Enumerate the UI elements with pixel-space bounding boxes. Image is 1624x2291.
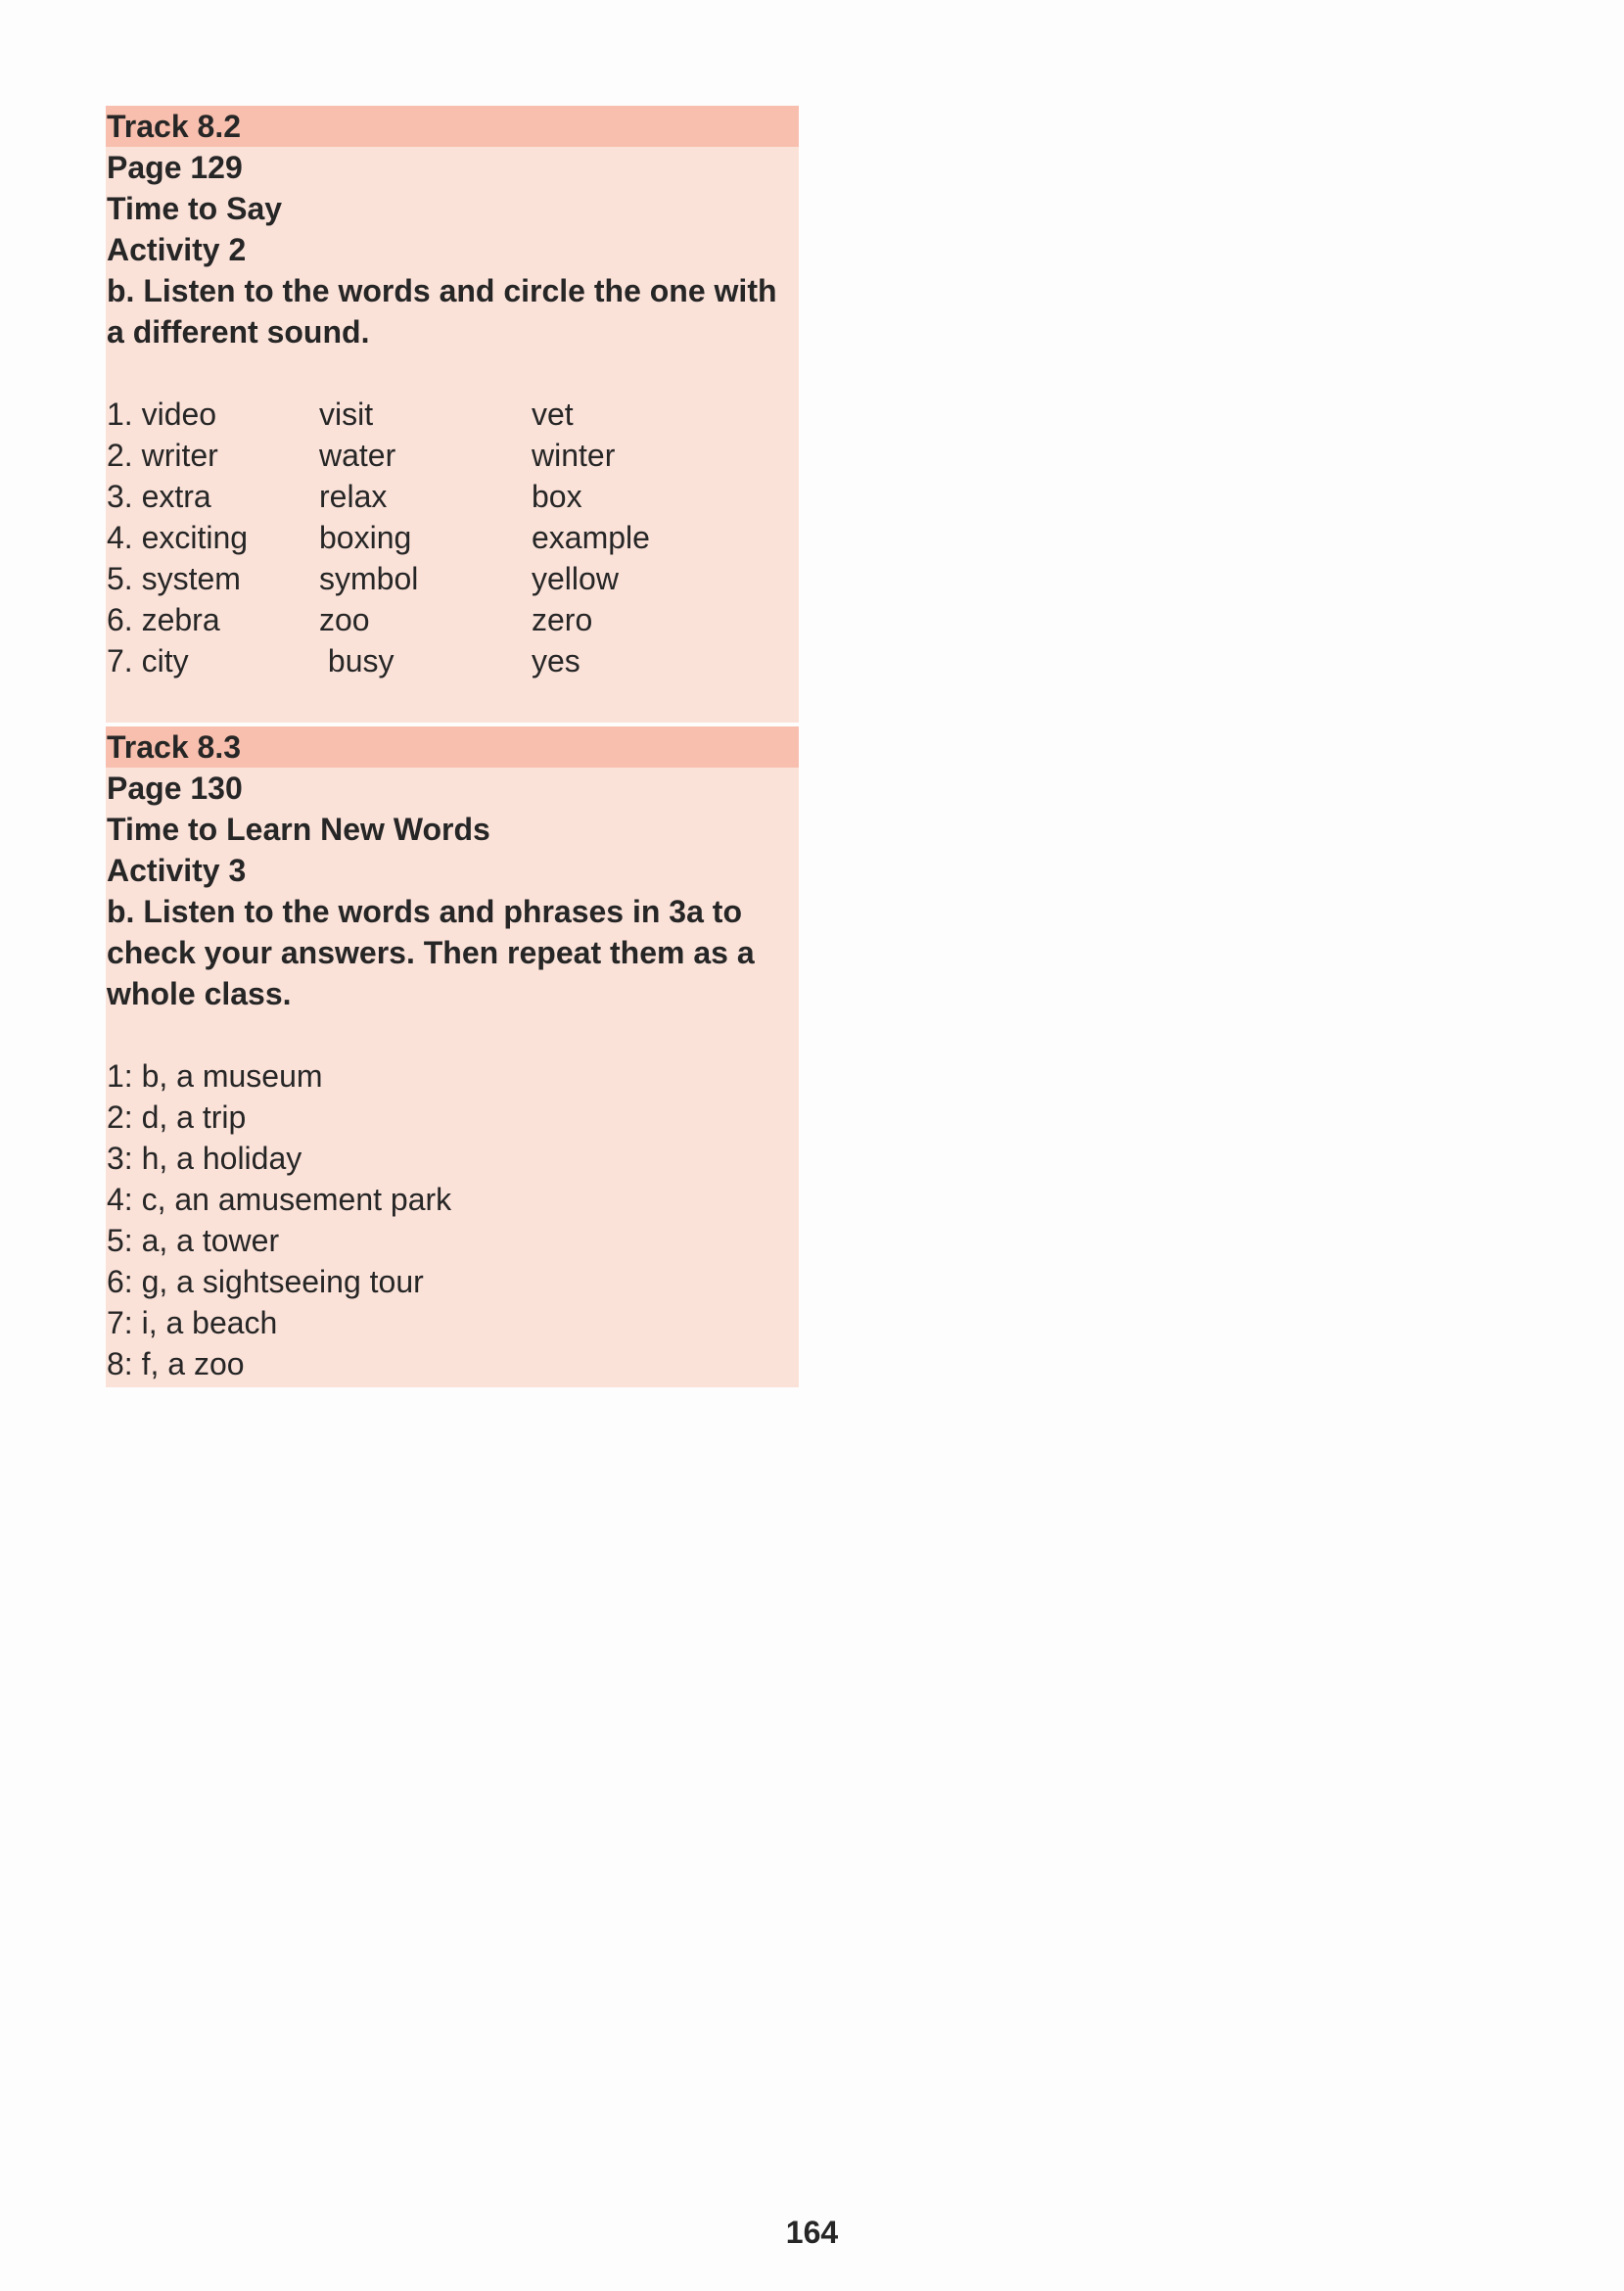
word-row (106, 640, 799, 681)
instruction-text: b. Listen to the words and phrases in 3a to check your answers. Then repeat them as a whole class. (107, 894, 755, 1011)
word-row (106, 558, 799, 599)
track-heading: Track 8.2 (106, 106, 799, 147)
track-8-2-block (106, 106, 799, 723)
answer-item: 7: i, a beach (107, 1305, 278, 1340)
word-cell: 2. writer (107, 438, 218, 473)
word-cell: symbol (319, 561, 419, 596)
activity-label: Activity 3 (107, 853, 247, 888)
word-cell: 4. exciting (107, 520, 249, 555)
word-cell: visit (319, 397, 374, 432)
word-cell: 5. system (107, 561, 241, 596)
track-8-3-block (106, 726, 799, 1387)
page-number: 164 (785, 2215, 839, 2250)
answer-item: 6: g, a sightseeing tour (107, 1264, 424, 1299)
answer-item: 5: a, a tower (107, 1223, 280, 1258)
word-cell: 3. extra (107, 479, 211, 514)
word-row (106, 394, 799, 435)
answer-item: 4: c, an amusement park (107, 1182, 452, 1217)
page-reference: Page 130 (107, 771, 243, 806)
word-cell: box (532, 479, 582, 514)
word-row (106, 599, 799, 640)
word-cell: example (532, 520, 650, 555)
word-cell: 6. zebra (107, 602, 220, 637)
word-cell: busy (319, 643, 394, 678)
word-cell: zero (532, 602, 593, 637)
word-cell: 1. video (107, 397, 217, 432)
word-row (106, 435, 799, 476)
answer-item: 2: d, a trip (107, 1099, 247, 1135)
page-reference: Page 129 (107, 150, 243, 185)
word-cell: water (319, 438, 396, 473)
word-cell: boxing (319, 520, 412, 555)
section-title: Time to Say (107, 191, 283, 226)
word-cell: vet (532, 397, 574, 432)
word-cell: relax (319, 479, 388, 514)
word-row (106, 476, 799, 517)
answer-item: 8: f, a zoo (107, 1346, 245, 1381)
word-cell: zoo (319, 602, 370, 637)
section-title: Time to Learn New Words (107, 812, 490, 847)
track-heading: Track 8.3 (106, 726, 799, 768)
word-cell: 7. city (107, 643, 189, 678)
word-cell: yes (532, 643, 580, 678)
word-table (106, 394, 799, 681)
answer-item: 3: h, a holiday (107, 1141, 302, 1176)
instruction-text: b. Listen to the words and circle the one with a different sound. (107, 273, 777, 350)
word-row (106, 517, 799, 558)
activity-label: Activity 2 (107, 232, 247, 267)
answer-list (106, 1055, 799, 1384)
word-cell: yellow (532, 561, 619, 596)
word-cell: winter (532, 438, 616, 473)
answer-item: 1: b, a museum (107, 1058, 323, 1094)
